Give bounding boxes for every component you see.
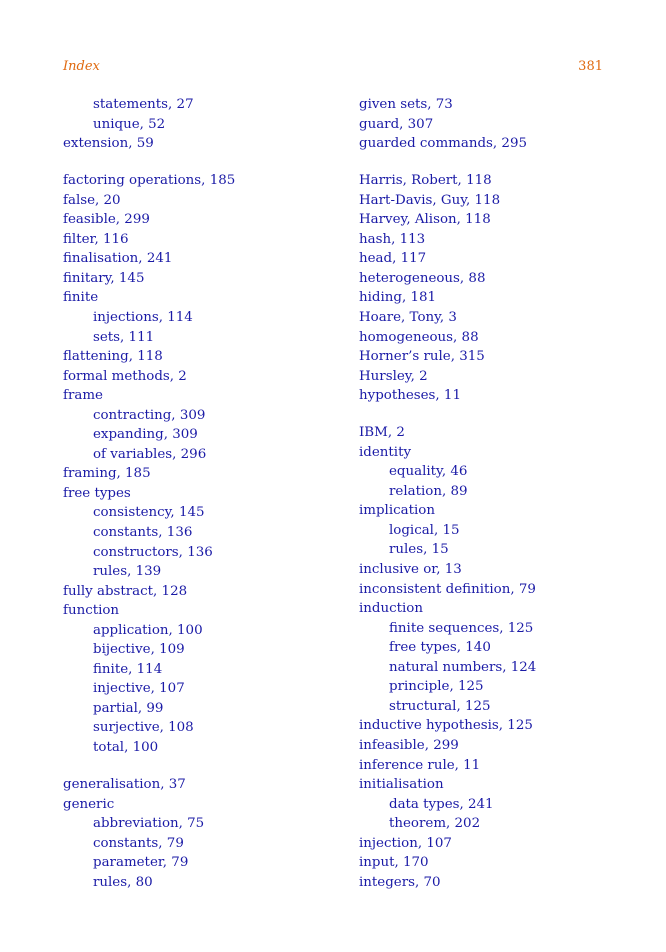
page-number: 381 — [578, 59, 603, 74]
running-header-title: Index — [63, 59, 100, 74]
index-subentry: logical, 15 — [389, 522, 460, 538]
index-entry: identity — [359, 444, 412, 460]
index-subentry: of variables, 296 — [93, 446, 207, 462]
index-entry: inference rule, 11 — [359, 757, 481, 773]
index-subentry: abbreviation, 75 — [93, 816, 205, 832]
index-subentry: total, 100 — [93, 740, 159, 755]
index-subentry: rules, 139 — [93, 564, 162, 580]
index-entry: inclusive or, 13 — [359, 562, 462, 578]
index-subentry: application, 100 — [93, 622, 203, 638]
index-entry: initialisation — [359, 777, 444, 793]
index-subentry: sets, 111 — [93, 329, 155, 345]
index-subentry: bijective, 109 — [93, 642, 185, 658]
index-subentry: principle, 125 — [389, 679, 484, 695]
index-entry: fully abstract, 128 — [63, 583, 188, 599]
index-entry: hypotheses, 11 — [359, 388, 461, 404]
index-subentry: natural numbers, 124 — [389, 659, 537, 675]
index-subentry: unique, 52 — [93, 116, 166, 132]
index-entry: Hart-Davis, Guy, 118 — [359, 192, 501, 208]
index-entry: integers, 70 — [359, 874, 441, 890]
index-entry: infeasible, 299 — [359, 737, 459, 753]
index-subentry: consistency, 145 — [93, 505, 205, 521]
index-entry: finitary, 145 — [63, 270, 145, 286]
index-subentry: theorem, 202 — [389, 816, 481, 832]
index-subentry: surjective, 108 — [93, 720, 194, 736]
index-entry: induction — [359, 601, 423, 617]
index-entry: factoring operations, 185 — [63, 173, 236, 189]
index-entry: Harvey, Alison, 118 — [359, 212, 491, 228]
index-entry: Hursley, 2 — [359, 368, 428, 384]
index-entry: injection, 107 — [359, 835, 452, 851]
index-subentry: finite sequences, 125 — [389, 620, 534, 636]
index-entry: feasible, 299 — [63, 212, 150, 228]
index-subentry: free types, 140 — [389, 640, 491, 656]
index-entry: hiding, 181 — [359, 290, 437, 306]
index-entry: finite — [63, 290, 99, 306]
index-entry: flattening, 118 — [63, 349, 163, 365]
index-entry: false, 20 — [63, 192, 121, 208]
index-column-left — [63, 95, 353, 892]
index-subentry: statements, 27 — [93, 97, 194, 112]
index-entry: IBM, 2 — [359, 425, 405, 441]
index-entry: frame — [63, 388, 103, 404]
index-entry: generic — [63, 796, 115, 812]
index-entry: hash, 113 — [359, 231, 426, 247]
index-entry: free types — [63, 485, 131, 501]
index-entry: extension, 59 — [63, 136, 154, 152]
group-spacer — [63, 758, 353, 776]
index-column-right — [359, 95, 649, 892]
index-entry: filter, 116 — [63, 231, 129, 247]
index-entry: implication — [359, 503, 435, 519]
index-subentry: contracting, 309 — [93, 407, 206, 423]
index-entry: finalisation, 241 — [63, 251, 173, 267]
index-subentry: constants, 136 — [93, 524, 193, 540]
index-subentry: injections, 114 — [93, 309, 193, 325]
index-subentry: constants, 79 — [93, 835, 184, 851]
index-entry: Harris, Robert, 118 — [359, 173, 492, 189]
index-subentry: equality, 46 — [389, 464, 468, 480]
group-spacer — [63, 154, 353, 172]
index-entry: Hoare, Tony, 3 — [359, 309, 457, 325]
index-subentry: rules, 80 — [93, 874, 153, 890]
index-subentry: parameter, 79 — [93, 855, 189, 871]
group-spacer — [359, 406, 649, 424]
index-subentry: finite, 114 — [93, 661, 163, 677]
index-entry: framing, 185 — [63, 466, 151, 482]
index-entry: guarded commands, 295 — [359, 136, 527, 152]
index-subentry: data types, 241 — [389, 796, 494, 812]
index-subentry: structural, 125 — [389, 698, 491, 714]
group-spacer — [359, 154, 649, 172]
index-entry: generalisation, 37 — [63, 777, 186, 793]
index-entry: formal methods, 2 — [63, 368, 187, 384]
index-entry: inconsistent definition, 79 — [359, 581, 536, 597]
index-entry: inductive hypothesis, 125 — [359, 718, 533, 734]
index-entry: function — [63, 603, 120, 619]
index-entry: guard, 307 — [359, 116, 434, 132]
index-entry: input, 170 — [359, 855, 429, 871]
index-entry: given sets, 73 — [359, 97, 453, 112]
index-subentry: expanding, 309 — [93, 427, 198, 443]
index-subentry: injective, 107 — [93, 681, 185, 697]
index-entry: heterogeneous, 88 — [359, 270, 486, 286]
index-subentry: partial, 99 — [93, 700, 164, 716]
index-entry: head, 117 — [359, 251, 427, 267]
index-entry: homogeneous, 88 — [359, 329, 479, 345]
index-subentry: constructors, 136 — [93, 544, 213, 560]
index-subentry: relation, 89 — [389, 483, 468, 499]
index-entry: Horner’s rule, 315 — [359, 349, 485, 365]
index-subentry: rules, 15 — [389, 542, 449, 558]
